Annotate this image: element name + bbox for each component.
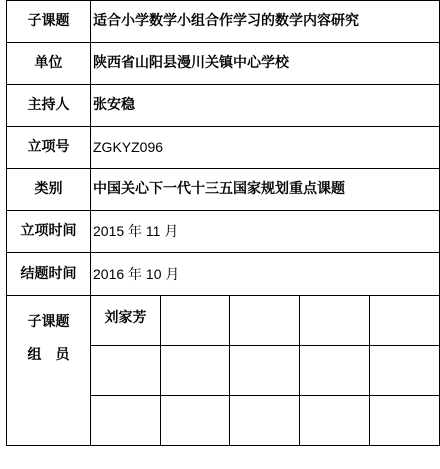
unit-label: 单位 <box>7 43 91 85</box>
members-label-line2: 组 员 <box>27 346 70 363</box>
end-date-label: 结题时间 <box>7 253 91 296</box>
member-cell <box>370 346 440 396</box>
members-label-line1: 子课题 <box>27 314 70 330</box>
member-cell <box>161 296 230 346</box>
subtopic-label: 子课题 <box>7 1 91 43</box>
row-category <box>7 169 440 211</box>
unit-value: 陕西省山阳县漫川关镇中心学校 <box>91 43 440 85</box>
row-project-number <box>7 127 440 169</box>
member-cell <box>230 346 300 396</box>
project-number-label: 立项号 <box>7 127 91 169</box>
start-date-value: 2015 年 11 月 <box>91 211 440 253</box>
project-info-table <box>6 0 440 446</box>
start-date-label: 立项时间 <box>7 211 91 253</box>
member-cell <box>300 396 370 446</box>
member-cell <box>370 296 440 346</box>
row-host <box>7 85 440 127</box>
subtopic-value: 适合小学数学小组合作学习的数学内容研究 <box>91 1 440 43</box>
member-cell <box>91 396 161 446</box>
member-cell: 刘家芳 <box>91 296 161 346</box>
member-cell <box>300 296 370 346</box>
project-number-value: ZGKYZ096 <box>91 127 440 169</box>
row-end-date <box>7 253 440 296</box>
member-cell <box>161 346 230 396</box>
members-label <box>7 296 91 446</box>
members-row-1 <box>7 296 440 346</box>
row-subtopic <box>7 1 440 43</box>
row-start-date <box>7 211 440 253</box>
host-label: 主持人 <box>7 85 91 127</box>
member-cell <box>370 396 440 446</box>
category-label: 类别 <box>7 169 91 211</box>
end-date-value: 2016 年 10 月 <box>91 253 440 296</box>
host-value: 张安稳 <box>91 85 440 127</box>
member-cell <box>300 346 370 396</box>
member-cell <box>230 396 300 446</box>
category-value: 中国关心下一代十三五国家规划重点课题 <box>91 169 440 211</box>
member-cell <box>91 346 161 396</box>
member-cell <box>230 296 300 346</box>
member-cell <box>161 396 230 446</box>
row-unit <box>7 43 440 85</box>
